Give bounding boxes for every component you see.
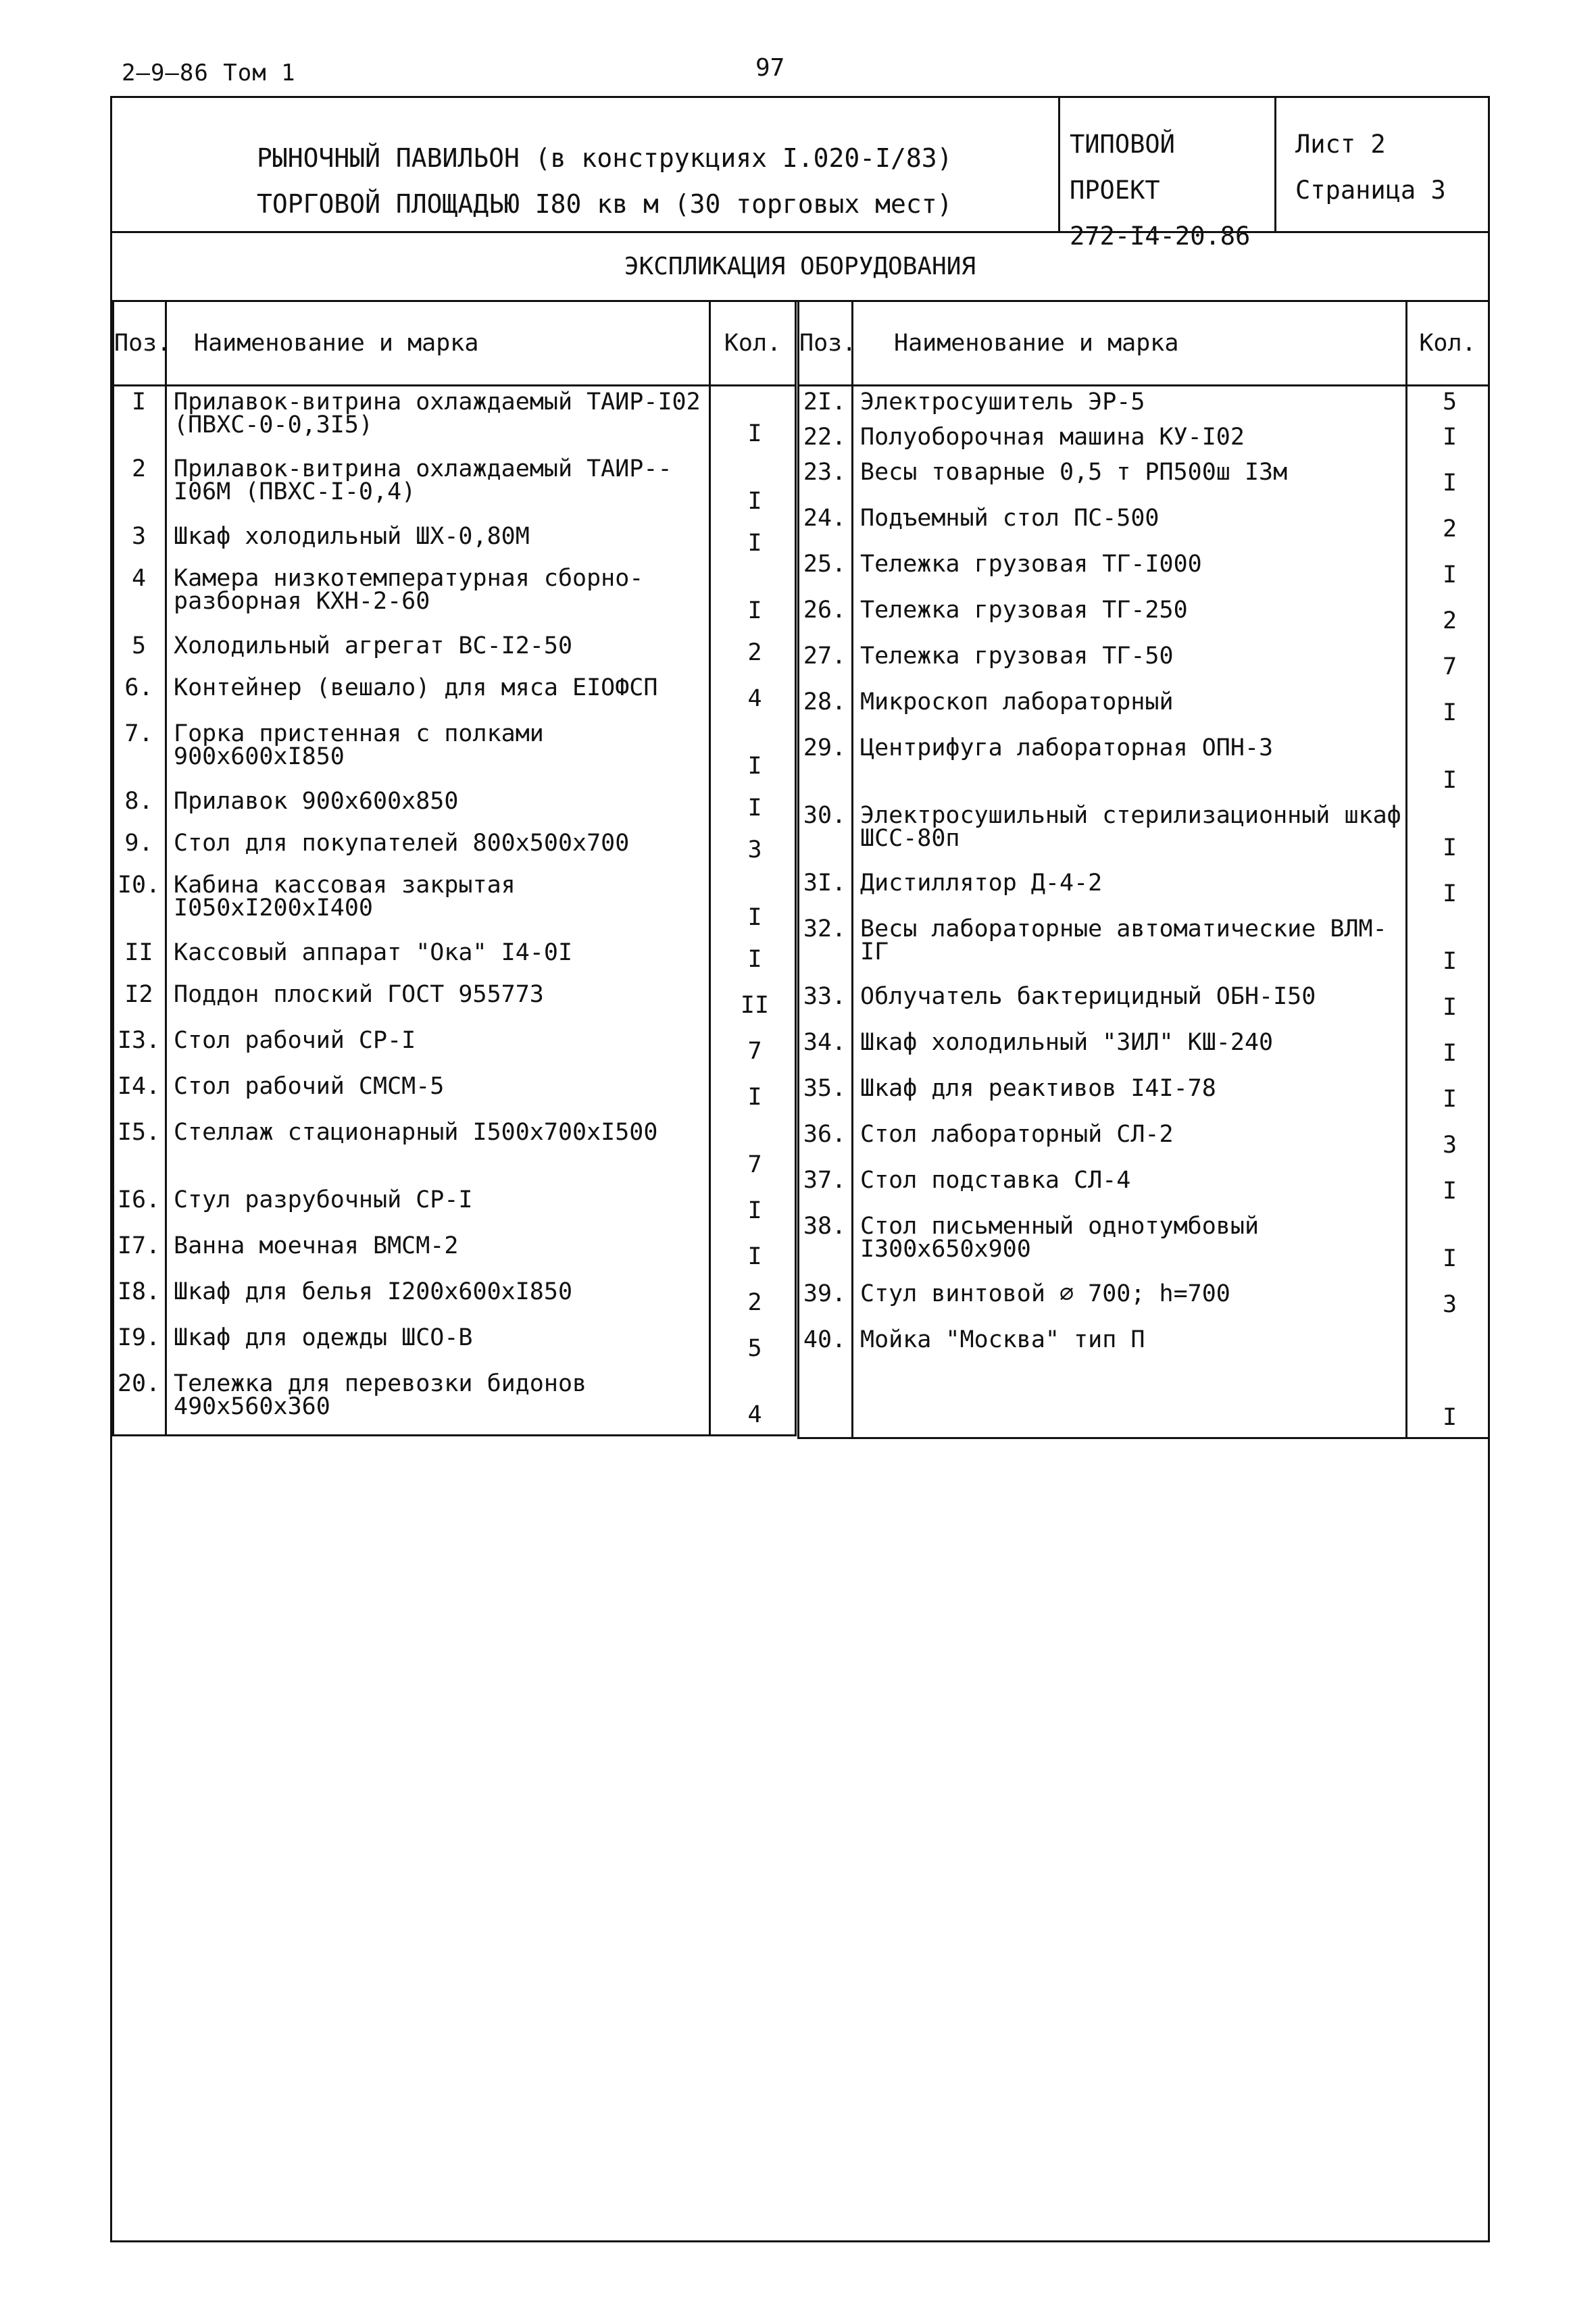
table-row [799, 1211, 1489, 1278]
item-position: 39. [799, 1278, 853, 1324]
item-name: Контейнер (вешало) для мяса ЕIОФСП [166, 672, 710, 718]
item-name: Тележка грузовая ТГ-50 [853, 640, 1407, 686]
item-name: Электросушильный стерилизационный шкаф ШСС-80п [853, 800, 1407, 867]
table-row [114, 979, 796, 1025]
item-quantity: I [710, 1230, 796, 1276]
item-name: Ванна моечная ВМСМ-2 [166, 1230, 710, 1276]
table-row [114, 1117, 796, 1184]
item-position: I0. [114, 870, 166, 937]
item-name: Стул разрубочный СР-I [166, 1184, 710, 1230]
item-name: Прилавок-витрина охлаждаемый ТАИР--I06М (ПВХС-I-0,4) [166, 453, 710, 521]
item-name: Дистиллятор Д-4-2 [853, 867, 1407, 913]
item-quantity: I [710, 521, 796, 563]
item-position: 8. [114, 786, 166, 828]
item-quantity: 7 [1407, 640, 1489, 686]
header-pos: Поз. [114, 302, 166, 386]
equipment-rows-left [114, 386, 796, 1436]
table-header-row [114, 302, 796, 386]
document-code: 2—9—86 Том 1 [122, 59, 296, 86]
title-block [112, 98, 1488, 251]
item-quantity: I [710, 1184, 796, 1230]
table-row [799, 1324, 1489, 1438]
item-quantity: II [710, 979, 796, 1025]
item-quantity: I [1407, 457, 1489, 503]
item-position: I8. [114, 1276, 166, 1322]
item-position: I6. [114, 1184, 166, 1230]
table-row [799, 1165, 1489, 1211]
table-row [799, 549, 1489, 595]
item-quantity: 5 [710, 1322, 796, 1368]
item-name: Весы лабораторные автоматические ВЛМ-IГ [853, 913, 1407, 981]
table-row [114, 1368, 796, 1436]
page-number: 97 [755, 54, 785, 82]
item-name: Электросушитель ЭР-5 [853, 386, 1407, 422]
item-position: I3. [114, 1025, 166, 1071]
item-quantity: I [1407, 1165, 1489, 1211]
item-name: Шкаф для реактивов I4I-78 [853, 1073, 1407, 1119]
project-code-cell [1058, 98, 1274, 251]
item-name: Прилавок-витрина охлаждаемый ТАИР-I02 (ПВХС-0-0,3I5) [166, 386, 710, 453]
equipment-rows-right [799, 386, 1489, 1438]
table-row [799, 386, 1489, 422]
item-name: Стол рабочий СМСМ-5 [166, 1071, 710, 1117]
item-position: I9. [114, 1322, 166, 1368]
item-quantity: 3 [710, 828, 796, 870]
item-position: 2I. [799, 386, 853, 422]
item-position: 34. [799, 1027, 853, 1073]
item-position: I [114, 386, 166, 453]
table-row [114, 453, 796, 521]
table-row [799, 867, 1489, 913]
table-row [114, 786, 796, 828]
item-name: Стул винтовой ∅ 700; h=700 [853, 1278, 1407, 1324]
item-name: Стол рабочий СР-I [166, 1025, 710, 1071]
table-row [799, 686, 1489, 732]
item-position: I2 [114, 979, 166, 1025]
item-position: 38. [799, 1211, 853, 1278]
item-quantity: 3 [1407, 1278, 1489, 1324]
item-quantity: I [710, 563, 796, 630]
item-position: 37. [799, 1165, 853, 1211]
item-name: Весы товарные 0,5 т РП500ш I3м [853, 457, 1407, 503]
item-quantity: I [1407, 800, 1489, 867]
item-quantity: I [710, 937, 796, 979]
item-quantity: I [1407, 1324, 1489, 1438]
table-row [114, 1025, 796, 1071]
item-quantity: 7 [710, 1117, 796, 1184]
table-row [114, 718, 796, 786]
item-name: Поддон плоский ГОСТ 955773 [166, 979, 710, 1025]
table-row [799, 732, 1489, 800]
table-row [114, 672, 796, 718]
item-position: 4 [114, 563, 166, 630]
table-row [114, 386, 796, 453]
page-label: Страница 3 [1295, 176, 1446, 205]
item-position: 2 [114, 453, 166, 521]
table-row [799, 913, 1489, 981]
item-quantity: 4 [710, 1368, 796, 1436]
item-name: Стол для покупателей 800х500х700 [166, 828, 710, 870]
header-qty: Кол. [710, 302, 796, 386]
equipment-table-right [797, 302, 1490, 1439]
header-name: Наименование и марка [166, 302, 710, 386]
item-name: Шкаф для одежды ШСО-В [166, 1322, 710, 1368]
item-name: Полуоборочная машина КУ-I02 [853, 422, 1407, 457]
project-number: 272-I4-20.86 [1070, 222, 1251, 251]
item-name: Тележка грузовая ТГ-I000 [853, 549, 1407, 595]
item-name: Кассовый аппарат "Ока" I4-0I [166, 937, 710, 979]
header-name: Наименование и марка [853, 302, 1407, 386]
table-row [114, 937, 796, 979]
table-row [799, 1073, 1489, 1119]
item-position: 33. [799, 981, 853, 1027]
item-quantity: I [710, 386, 796, 453]
item-position: 24. [799, 503, 853, 549]
item-quantity: I [1407, 913, 1489, 981]
table-row [799, 981, 1489, 1027]
item-quantity: 7 [710, 1025, 796, 1071]
item-quantity: I [1407, 1073, 1489, 1119]
item-position: I5. [114, 1117, 166, 1184]
item-name: Стеллаж стационарный I500х700хI500 [166, 1117, 710, 1184]
item-name: Кабина кассовая закрытая I050хI200хI400 [166, 870, 710, 937]
item-quantity: I [710, 786, 796, 828]
item-name: Микроскоп лабораторный [853, 686, 1407, 732]
table-row [114, 563, 796, 630]
table-row [114, 1184, 796, 1230]
table-row [799, 1119, 1489, 1165]
item-quantity: 4 [710, 672, 796, 718]
table-row [114, 1071, 796, 1117]
table-row [799, 422, 1489, 457]
item-position: 32. [799, 913, 853, 981]
table-row [799, 1027, 1489, 1073]
item-name: Камера низкотемпературная сборно-разборная КХН-2-60 [166, 563, 710, 630]
item-name: Центрифуга лабораторная ОПН-3 [853, 732, 1407, 800]
item-name: Холодильный агрегат ВС-I2-50 [166, 630, 710, 672]
table-row [799, 503, 1489, 549]
item-quantity: I [1407, 549, 1489, 595]
section-title: ЭКСПЛИКАЦИЯ ОБОРУДОВАНИЯ [112, 231, 1488, 302]
item-quantity: I [1407, 867, 1489, 913]
item-quantity: I [710, 453, 796, 521]
item-position: 29. [799, 732, 853, 800]
item-position: 3I. [799, 867, 853, 913]
item-name: Подъемный стол ПС-500 [853, 503, 1407, 549]
item-name: Стол подставка СЛ-4 [853, 1165, 1407, 1211]
item-quantity: 5 [1407, 386, 1489, 422]
project-label: ТИПОВОЙ ПРОЕКТ [1070, 130, 1175, 205]
item-name: Стол письменный однотумбовый I300х650х900 [853, 1211, 1407, 1278]
item-name: Тележка грузовая ТГ-250 [853, 595, 1407, 640]
table-row [799, 800, 1489, 867]
item-quantity: I [1407, 422, 1489, 457]
item-name: Шкаф холодильный "ЗИЛ" КШ-240 [853, 1027, 1407, 1073]
table-row [114, 1322, 796, 1368]
item-position: 28. [799, 686, 853, 732]
item-quantity: I [1407, 1027, 1489, 1073]
table-row [114, 630, 796, 672]
project-title-line-2: ТОРГОВОЙ ПЛОЩАДЬЮ I80 кв м (30 торговых мест) [257, 189, 953, 219]
item-position: 22. [799, 422, 853, 457]
item-position: 9. [114, 828, 166, 870]
table-row [799, 595, 1489, 640]
table-row [114, 521, 796, 563]
item-quantity: 2 [1407, 595, 1489, 640]
item-position: 20. [114, 1368, 166, 1436]
item-quantity: 3 [1407, 1119, 1489, 1165]
item-quantity: 2 [710, 630, 796, 672]
table-header-row [799, 302, 1489, 386]
item-quantity: I [710, 870, 796, 937]
header-pos: Поз. [799, 302, 853, 386]
sheet-cell [1274, 98, 1488, 231]
table-row [114, 1230, 796, 1276]
item-name: Шкаф холодильный ШХ-0,80М [166, 521, 710, 563]
item-name: Облучатель бактерицидный ОБН-I50 [853, 981, 1407, 1027]
item-position: 36. [799, 1119, 853, 1165]
item-position: 23. [799, 457, 853, 503]
table-row [114, 1276, 796, 1322]
table-row [799, 640, 1489, 686]
item-quantity: I [1407, 732, 1489, 800]
item-name: Шкаф для белья I200х600хI850 [166, 1276, 710, 1322]
project-title-line-1: РЫНОЧНЫЙ ПАВИЛЬОН (в конструкциях I.020-I/83) [257, 143, 953, 173]
item-name: Стол лабораторный СЛ-2 [853, 1119, 1407, 1165]
item-name: Прилавок 900х600х850 [166, 786, 710, 828]
item-name: Тележка для перевозки бидонов 490х560х360 [166, 1368, 710, 1436]
project-title [257, 135, 953, 227]
item-position: 6. [114, 672, 166, 718]
item-position: 35. [799, 1073, 853, 1119]
item-position: I7. [114, 1230, 166, 1276]
item-name: Мойка "Москва" тип П [853, 1324, 1407, 1438]
item-quantity: 2 [1407, 503, 1489, 549]
sheet-number: Лист 2 [1295, 130, 1386, 159]
item-quantity: I [710, 718, 796, 786]
item-position: 30. [799, 800, 853, 867]
table-row [114, 828, 796, 870]
item-quantity: 2 [710, 1276, 796, 1322]
item-quantity: I [1407, 1211, 1489, 1278]
item-position: II [114, 937, 166, 979]
table-row [114, 870, 796, 937]
item-quantity: I [710, 1071, 796, 1117]
item-position: 40. [799, 1324, 853, 1438]
equipment-table-left [112, 302, 797, 1436]
item-quantity: I [1407, 686, 1489, 732]
item-position: 25. [799, 549, 853, 595]
item-position: 7. [114, 718, 166, 786]
item-position: 5 [114, 630, 166, 672]
item-name: Горка пристенная с полками 900х600хI850 [166, 718, 710, 786]
item-position: 3 [114, 521, 166, 563]
document-frame [110, 96, 1490, 2242]
item-position: 27. [799, 640, 853, 686]
table-row [799, 1278, 1489, 1324]
item-position: I4. [114, 1071, 166, 1117]
item-position: 26. [799, 595, 853, 640]
item-quantity: I [1407, 981, 1489, 1027]
header-qty: Кол. [1407, 302, 1489, 386]
table-row [799, 457, 1489, 503]
